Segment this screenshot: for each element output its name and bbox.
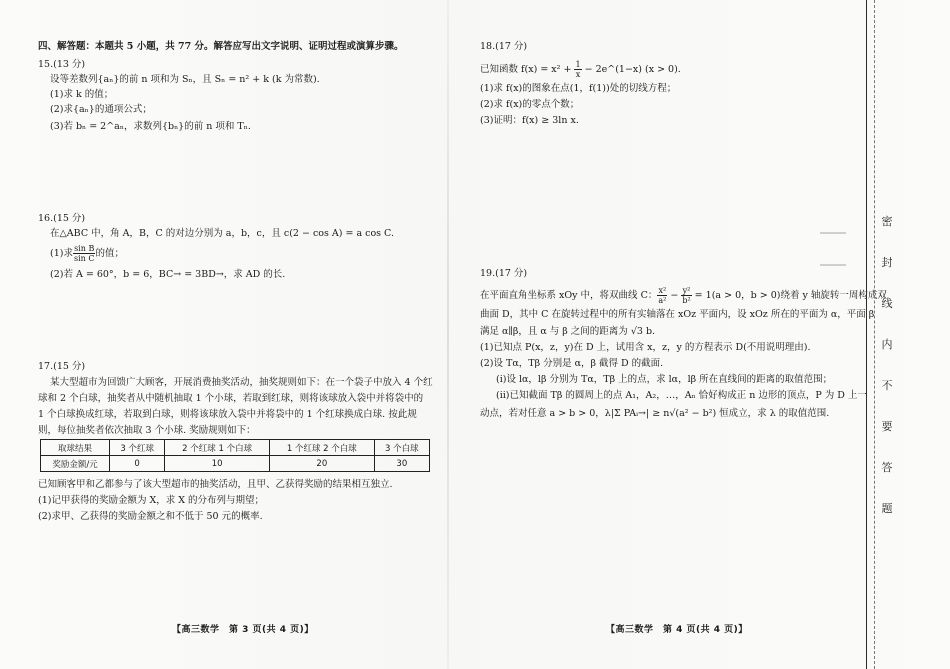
q16-title: 16.(15 分) xyxy=(38,213,86,224)
q17-line2: 球和 2 个白球，抽奖者从中随机抽取 1 个小球，若取到红球，则将该球放入袋中并将袋中的 xyxy=(38,393,424,404)
q19-title: 19.(17 分) xyxy=(480,268,528,279)
binding-char: 不 xyxy=(881,379,893,392)
q19-part2: (2)设 Tα，Tβ 分别是 α，β 截得 D 的截面. xyxy=(480,358,664,369)
q15-stem: 设等差数列{aₙ}的前 n 项和为 Sₙ，且 Sₙ = n² + k (k 为常数). xyxy=(50,74,320,85)
q18-fraction xyxy=(574,60,581,79)
q19-fraction-y-den: b² xyxy=(682,296,691,305)
prize-table xyxy=(40,439,430,472)
table-cell: 奖励金额/元 xyxy=(41,456,110,472)
q19-fraction-y xyxy=(681,286,691,305)
q16-fraction-numerator: sin B xyxy=(74,244,95,253)
binding-dash-line xyxy=(874,0,875,669)
right-page xyxy=(478,0,887,669)
page-fold xyxy=(447,0,449,669)
table-cell: 10 xyxy=(165,456,270,472)
binding-char: 题 xyxy=(881,502,893,515)
q19-part2-ii-line1: (ⅱ)已知截面 Tβ 的圆周上的点 A₁，A₂，…，Aₙ 恰好构成正 n 边形的顶点，P 为 D 上一 xyxy=(496,390,867,401)
q19-line1-suffix: = 1(a > 0，b > 0)绕着 y 轴旋转一周构成双 xyxy=(691,290,887,301)
faint-mark xyxy=(820,264,846,266)
table-row xyxy=(41,456,430,472)
binding-char: 线 xyxy=(881,297,893,310)
q16-fraction xyxy=(73,244,95,263)
q18-stem-prefix: 已知函数 f(x) = x² + xyxy=(480,64,575,75)
q16-part1-suffix: 的值； xyxy=(95,248,124,259)
q17-after-table: 已知顾客甲和乙都参与了该大型超市的抽奖活动，且甲、乙获得奖励的结果相互独立. xyxy=(38,479,393,490)
table-header-cell: 取球结果 xyxy=(41,440,110,456)
q15-part1: (1)求 k 的值； xyxy=(50,89,114,100)
q19-fraction-x xyxy=(657,286,667,305)
table-header-cell: 3 个红球 xyxy=(110,440,165,456)
q18-stem xyxy=(480,60,681,79)
q19-minus: − xyxy=(667,290,682,301)
q15-part2: (2)求{aₙ}的通项公式； xyxy=(50,104,152,115)
q17-title: 17.(15 分) xyxy=(38,361,86,372)
q17-line1: 某大型超市为回馈广大顾客，开展消费抽奖活动，抽奖规则如下：在一个袋子中放入 4 个红 xyxy=(50,377,433,388)
q19-fraction-y-num: y² xyxy=(682,286,691,295)
binding-warning-text xyxy=(880,215,894,543)
table-header-cell: 3 个白球 xyxy=(374,440,429,456)
table-header-cell: 2 个红球 1 个白球 xyxy=(165,440,270,456)
table-header-cell: 1 个红球 2 个白球 xyxy=(269,440,374,456)
q17-line4: 则，每位抽奖者依次抽取 3 个小球. 奖励规则如下： xyxy=(38,425,256,436)
q16-stem: 在△ABC 中，角 A，B，C 的对边分别为 a，b，c，且 c(2 − cos A) = a cos C. xyxy=(50,228,395,239)
table-cell: 0 xyxy=(110,456,165,472)
q18-title: 18.(17 分) xyxy=(480,41,528,52)
left-page xyxy=(30,0,445,669)
section-header: 四、解答题：本题共 5 小题，共 77 分。解答应写出文字说明、证明过程或演算步骤。 xyxy=(38,41,404,52)
q17-part2: (2)求甲、乙获得的奖励金额之和不低于 50 元的概率. xyxy=(38,511,263,522)
q15-part3: (3)若 bₙ = 2^aₙ，求数列{bₙ}的前 n 项和 Tₙ. xyxy=(50,121,251,132)
q19-fraction-x-num: x² xyxy=(658,286,667,295)
q18-stem-suffix: − 2e^(1−x) (x > 0). xyxy=(581,64,681,75)
table-row xyxy=(41,440,430,456)
q19-line3: 满足 α∥β，且 α 与 β 之间的距离为 √3 b. xyxy=(480,326,656,337)
q18-fraction-denominator: x xyxy=(575,70,581,79)
table-cell: 30 xyxy=(374,456,429,472)
q16-part2: (2)若 A = 60°，b = 6，BC→ = 3BD→，求 AD 的长. xyxy=(50,269,286,280)
page-footer-right: 【高三数学 第 4 页(共 4 页)】 xyxy=(606,625,748,635)
table-cell: 20 xyxy=(269,456,374,472)
q18-part2: (2)求 f(x)的零点个数； xyxy=(480,99,580,110)
q19-fraction-x-den: a² xyxy=(658,296,667,305)
q19-part1: (1)已知点 P(x，z，y)在 D 上，试用含 x，z，y 的方程表示 D(不用说明理由). xyxy=(480,342,811,353)
q19-part2-i: (ⅰ)设 lα，lβ 分别为 Tα，Tβ 上的点，求 lα，lβ 所在直线间的距离的取值范围； xyxy=(496,374,833,385)
binding-char: 答 xyxy=(881,461,893,474)
binding-char: 封 xyxy=(881,256,893,269)
q16-part1 xyxy=(50,244,124,263)
q19-line2: 曲面 D，其中 C 在旋转过程中的所有实轴落在 xOz 平面内，设 xOz 所在的平面为 α，平面 β xyxy=(480,309,875,320)
binding-char: 内 xyxy=(881,338,893,351)
page-footer-left: 【高三数学 第 3 页(共 4 页)】 xyxy=(172,625,314,635)
faint-mark xyxy=(820,232,846,234)
q17-line3: 1 个白球换成红球，若取到白球，则将该球放入袋中并将袋中的 1 个红球换成白球. 按此规 xyxy=(38,409,417,420)
q15-title: 15.(13 分) xyxy=(38,59,86,70)
q19-line1 xyxy=(480,286,887,305)
q16-part1-prefix: (1)求 xyxy=(50,248,73,259)
q16-fraction-denominator: sin C xyxy=(73,254,95,263)
binding-char: 密 xyxy=(881,215,893,228)
q18-part1: (1)求 f(x)的图象在点(1，f(1))处的切线方程； xyxy=(480,83,677,94)
q19-part2-ii-line2: 动点，若对任意 a > b > 0，λ|Σ PAᵢ→| ≥ n√(a² − b²) 恒成立，求 λ 的取值范围. xyxy=(480,408,830,419)
q18-fraction-numerator: 1 xyxy=(575,60,581,69)
q18-part3: (3)证明：f(x) ≥ 3ln x. xyxy=(480,115,579,126)
q17-part1: (1)记甲获得的奖励金额为 X，求 X 的分布列与期望； xyxy=(38,495,265,506)
q19-line1-prefix: 在平面直角坐标系 xOy 中，将双曲线 C： xyxy=(480,290,658,301)
binding-char: 要 xyxy=(881,420,893,433)
